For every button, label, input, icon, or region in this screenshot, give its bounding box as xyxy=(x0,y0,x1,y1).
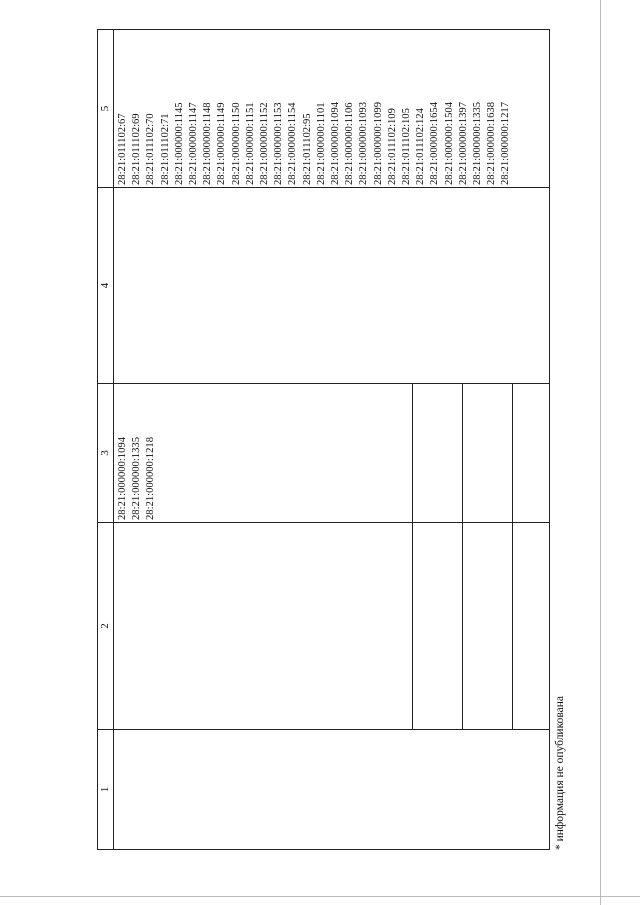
row-divider xyxy=(412,523,413,729)
col5-item: 28:21:000000:1099 xyxy=(372,102,384,185)
col3-cadastral-list xyxy=(114,384,159,522)
col5-item: 28:21:000000:1154 xyxy=(287,102,299,185)
column-header-5: 5 xyxy=(98,30,114,188)
column-header-1: 1 xyxy=(98,730,114,850)
scan-edge-line xyxy=(0,896,640,897)
col5-item: 28:21:011102:70 xyxy=(145,113,157,185)
document-table-rotated xyxy=(97,30,550,850)
col5-item: 28:21:000000:1147 xyxy=(188,102,200,185)
col5-item: 28:21:000000:1101 xyxy=(315,102,327,185)
scan-edge-line xyxy=(600,0,601,905)
col3-item: 28:21:000000:1335 xyxy=(131,437,143,520)
column-header-3: 3 xyxy=(98,384,114,523)
col5-item: 28:21:011102:105 xyxy=(401,108,413,185)
row-divider xyxy=(512,384,513,522)
col3-item: 28:21:000000:1218 xyxy=(145,437,157,520)
col5-item: 28:21:011102:95 xyxy=(301,113,313,185)
col5-item: 28:21:000000:1151 xyxy=(244,102,256,185)
cadastral-table xyxy=(97,29,550,850)
cell-col3 xyxy=(114,384,550,523)
column-header-4: 4 xyxy=(98,188,114,384)
table-header-row xyxy=(98,30,114,850)
col5-item: 28:21:000000:1093 xyxy=(358,102,370,185)
cell-col4 xyxy=(114,188,550,384)
col5-item: 28:21:000000:1153 xyxy=(273,102,285,185)
col5-item: 28:21:011102:71 xyxy=(159,113,171,185)
cell-col5 xyxy=(114,30,550,188)
col5-item: 28:21:011102:67 xyxy=(117,113,128,185)
column-header-2: 2 xyxy=(98,523,114,730)
col5-item: 28:21:000000:1152 xyxy=(259,102,271,185)
col3-item: 28:21:000000:1094 xyxy=(117,437,128,520)
cell-col2 xyxy=(114,523,550,730)
col5-item: 28:21:011102:124 xyxy=(415,108,427,185)
col5-item: 28:21:000000:1654 xyxy=(429,102,441,185)
cell-col1 xyxy=(114,730,550,850)
col5-cadastral-list xyxy=(114,30,514,187)
col5-item: 28:21:000000:1149 xyxy=(216,102,228,185)
row-divider xyxy=(462,523,463,729)
col5-item: 28:21:000000:1148 xyxy=(202,102,214,185)
table-row xyxy=(114,30,550,850)
col5-item: 28:21:000000:1150 xyxy=(230,102,242,185)
col5-item: 28:21:000000:1504 xyxy=(443,102,455,185)
col5-item: 28:21:000000:1106 xyxy=(344,102,356,185)
col5-item: 28:21:000000:1397 xyxy=(457,102,469,185)
row-divider xyxy=(462,384,463,522)
col5-item: 28:21:000000:1217 xyxy=(500,102,512,185)
col5-item: 28:21:000000:1638 xyxy=(486,102,498,185)
col5-item: 28:21:011102:69 xyxy=(131,113,143,185)
col5-item: 28:21:000000:1335 xyxy=(472,102,484,185)
col5-item: 28:21:000000:1145 xyxy=(173,102,185,185)
footnote: * информация не опубликована xyxy=(554,696,566,850)
row-divider xyxy=(512,523,513,729)
col5-item: 28:21:000000:1094 xyxy=(330,102,342,185)
col5-item: 28:21:011102:109 xyxy=(386,108,398,185)
row-divider xyxy=(412,384,413,522)
